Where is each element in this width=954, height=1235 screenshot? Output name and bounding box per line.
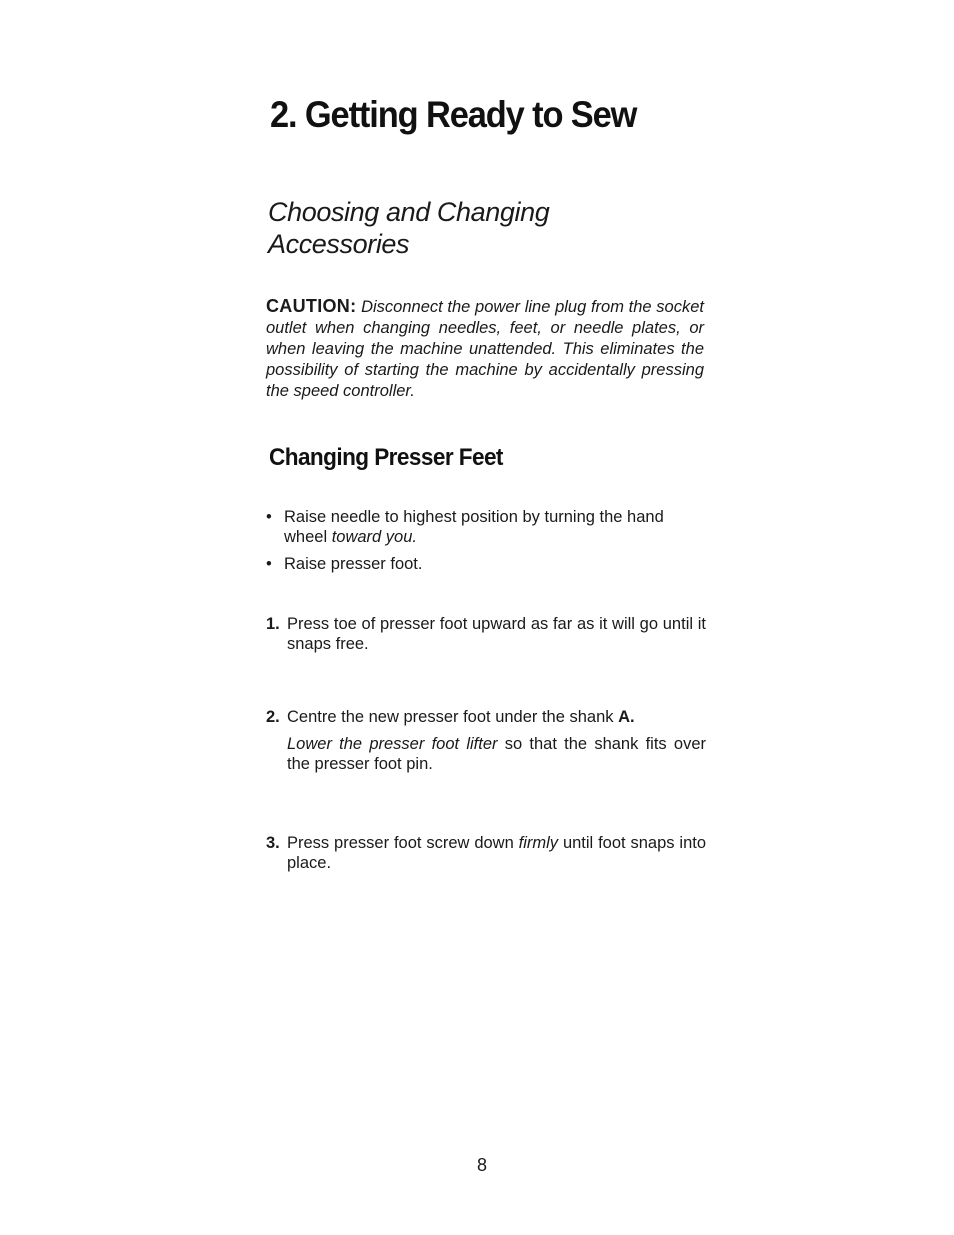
step-3: [266, 833, 706, 873]
shank-label: A.: [618, 708, 635, 726]
bullet-text: Raise needle to highest position by turning the hand wheel: [284, 508, 664, 546]
caution-notice: [266, 296, 704, 402]
step-text-plain: Centre the new presser foot under the shank: [287, 708, 619, 726]
list-item: [266, 554, 706, 574]
step-text-plain: so that the shank fits over the presser foot pin.: [287, 735, 706, 773]
bullet-text: Raise presser foot.: [284, 555, 423, 573]
step-text-plain: Press presser foot screw down: [287, 834, 519, 852]
step-text-continued: [287, 734, 706, 774]
step-number: 2.: [266, 708, 280, 726]
step-text: [287, 833, 706, 873]
bullet-icon: •: [266, 508, 272, 526]
preparation-bullet-list: [266, 507, 706, 581]
bullet-icon: •: [266, 555, 272, 573]
step-text: [287, 707, 706, 727]
caution-label: CAUTION:: [266, 296, 357, 316]
section-title: Choosing and Changing Accessories: [268, 197, 550, 259]
caution-text: Disconnect the power line plug from the socket outlet when changing needles, feet, or needle plates, or when leaving the machine unattended. This eliminates the possibility of starting the machine by accidentally pressing the speed controller.: [266, 298, 704, 400]
step-number: 1.: [266, 615, 280, 633]
step-2: [266, 707, 706, 774]
step-body: [266, 707, 706, 774]
step-text: Press toe of presser foot upward as far as it will go until it snaps free.: [287, 615, 706, 653]
step-body: [266, 614, 706, 654]
step-number: 3.: [266, 834, 280, 852]
chapter-title: 2. Getting Ready to Sew: [270, 94, 637, 135]
step-text-emphasis: firmly: [518, 834, 559, 852]
page-number: 8: [476, 1155, 487, 1175]
step-text-plain: until foot snaps into place.: [287, 834, 707, 872]
step-text-emphasis: Lower the presser foot lifter: [287, 735, 498, 753]
step-1: [266, 614, 706, 654]
bullet-text-emphasis: toward you.: [331, 528, 417, 546]
step-body: [266, 833, 706, 873]
list-item: [266, 507, 706, 547]
sub-heading: Changing Presser Feet: [269, 444, 503, 471]
